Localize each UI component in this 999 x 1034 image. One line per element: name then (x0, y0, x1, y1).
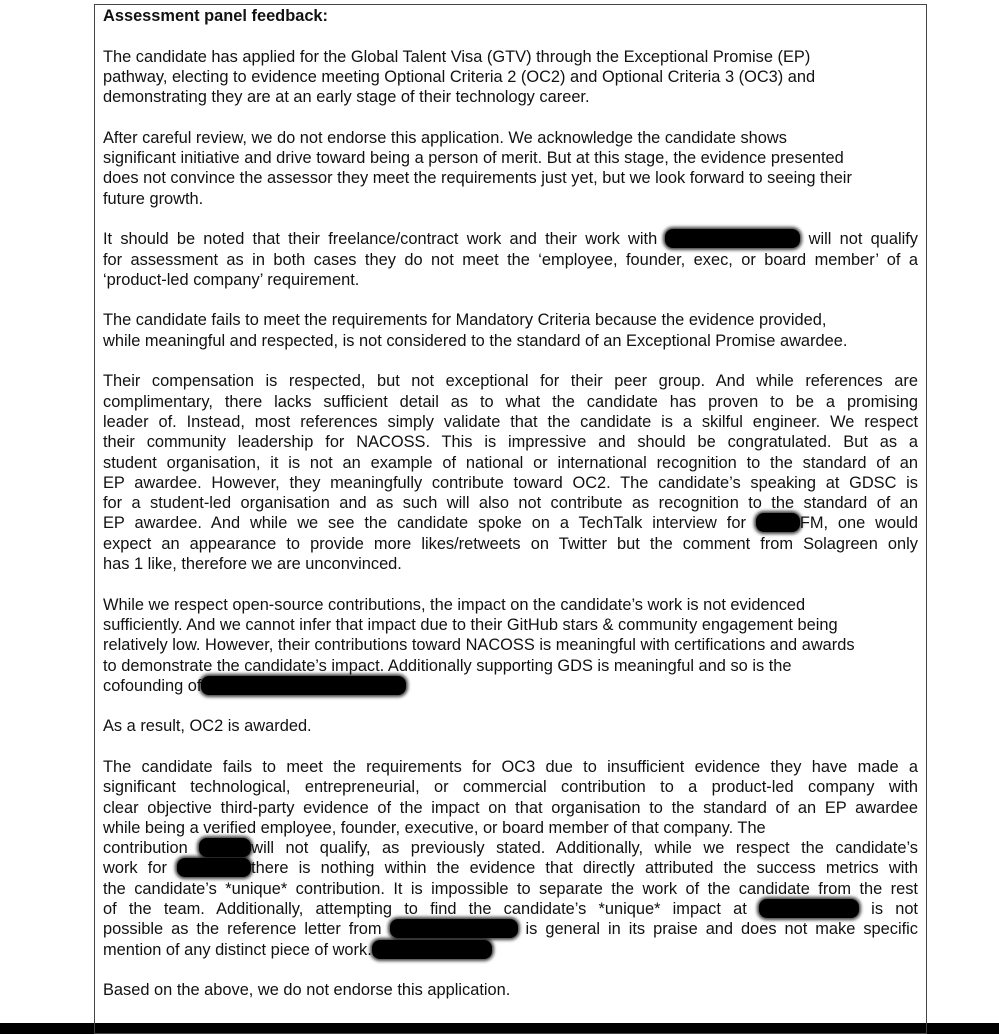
text-line (103, 432, 918, 452)
text-line (103, 940, 918, 960)
paragraph (103, 47, 918, 108)
redaction-mark (390, 919, 518, 938)
line-text: will not qualify, as previously stated. Additionally, while we respect the candidate’s (251, 839, 919, 858)
line-text: to demonstrate the candidate’s impact. Additionally supporting GDS is meaningful and so is the (103, 656, 792, 675)
text-line (103, 331, 918, 351)
line-text: It should be noted that their freelance/contract work and their work with (103, 230, 666, 249)
text-line (103, 412, 918, 432)
line-text: mention of any distinct piece of work. (103, 940, 372, 959)
text-line (103, 250, 918, 270)
line-text: contribution (103, 839, 200, 858)
paragraph (103, 757, 918, 960)
redaction-mark (177, 858, 251, 877)
text-line (103, 371, 918, 391)
text-line (103, 513, 918, 533)
line-text: student organisation, it is not an example of national or international recognition to the standard of an (103, 453, 918, 472)
text-line (103, 838, 918, 858)
text-line (103, 777, 918, 797)
line-text: leader of. Instead, most references simply validate that the candidate is a skilful engineer. We respect (103, 412, 918, 431)
text-line (103, 554, 918, 574)
line-text: As a result, OC2 is awarded. (103, 717, 312, 736)
line-text: ‘product-led company’ requirement. (103, 270, 360, 289)
text-line (103, 67, 918, 87)
paragraph (103, 371, 918, 574)
paragraph (103, 229, 918, 290)
line-text: The candidate fails to meet the requirements for Mandatory Criteria because the evidence provided, (103, 311, 827, 330)
paragraph (103, 980, 918, 1000)
redaction-mark (665, 229, 800, 248)
text-line (103, 87, 918, 107)
redaction-mark (372, 940, 492, 959)
text-line (103, 168, 918, 188)
text-line (103, 635, 918, 655)
paragraph (103, 128, 918, 209)
text-line (103, 148, 918, 168)
text-line (103, 798, 918, 818)
line-text: the candidate’s *unique* contribution. It is impossible to separate the work of the candidate from the rest (103, 879, 918, 898)
line-text: possible as the reference letter from (103, 920, 390, 939)
feedback-body (103, 47, 918, 1001)
redaction-mark (199, 838, 251, 857)
line-text: demonstrating they are at an early stage of their technology career. (103, 88, 590, 107)
text-line (103, 899, 918, 919)
text-line (103, 493, 918, 513)
text-line (103, 473, 918, 493)
redaction-mark (756, 513, 800, 532)
paragraph (103, 595, 918, 696)
line-text: EP awardee. And while we see the candidate spoke on a TechTalk interview for (103, 514, 756, 533)
line-text: relatively low. However, their contributions toward NACOSS is meaningful with certifications and awards (103, 636, 855, 655)
line-text: expect an appearance to provide more likes/retweets on Twitter but the comment from Solagreen only (103, 534, 918, 553)
line-text: future growth. (103, 189, 204, 208)
line-text: Based on the above, we do not endorse this application. (103, 981, 511, 1000)
text-line (103, 128, 918, 148)
line-text: complimentary, there lacks sufficient detail as to what the candidate has proven to be a promising (103, 392, 918, 411)
text-line (103, 534, 918, 554)
line-text: while being a verified employee, founder, executive, or board member of that company. The (103, 818, 766, 837)
line-text: After careful review, we do not endorse this application. We acknowledge the candidate shows (103, 128, 787, 147)
redaction-mark (759, 899, 859, 918)
line-text: pathway, electing to evidence meeting Optional Criteria 2 (OC2) and Optional Criteria 3 (OC3) and (103, 67, 816, 86)
text-line (103, 818, 918, 838)
line-text: while meaningful and respected, is not considered to the standard of an Exceptional Promise awardee. (103, 331, 848, 350)
feedback-document (103, 6, 918, 1021)
redaction-mark (201, 676, 406, 695)
document-heading: Assessment panel feedback: (103, 7, 329, 25)
line-text: their community leadership for NACOSS. This is impressive and should be congratulated. But as a (103, 433, 918, 452)
line-text: FM, one would (799, 514, 919, 533)
line-text: does not convince the assessor they meet the requirements just yet, but we look forward to seeing their (103, 169, 852, 188)
text-line (103, 453, 918, 473)
paragraph (103, 310, 918, 351)
line-text: significant technological, entrepreneurial, or commercial contribution to a product-led company with (103, 778, 918, 797)
line-text: sufficiently. And we cannot infer that impact due to their GitHub stars & community engagement being (103, 615, 838, 634)
text-line (103, 615, 918, 635)
text-line (103, 716, 918, 736)
text-line (103, 919, 918, 939)
line-text: The candidate fails to meet the requirements for OC3 due to insufficient evidence they have made a (103, 757, 918, 776)
line-text: significant initiative and drive toward being a person of merit. But at this stage, the evidence presented (103, 149, 844, 168)
line-text: is general in its praise and does not make specific (517, 920, 918, 939)
line-text: EP awardee. However, they meaningfully contribute toward OC2. The candidate’s speaking at GDSC is (103, 473, 918, 492)
text-line (103, 656, 918, 676)
line-text: of the team. Additionally, attempting to find the candidate’s *unique* impact at (103, 900, 759, 919)
text-line (103, 595, 918, 615)
line-text: The candidate has applied for the Global Talent Visa (GTV) through the Exceptional Promise (EP) (103, 47, 811, 66)
line-text: Their compensation is respected, but not exceptional for their peer group. And while references are (103, 372, 918, 391)
line-text: there is nothing within the evidence that directly attributed the success metrics with (251, 859, 919, 878)
line-text: has 1 like, therefore we are unconvinced. (103, 555, 402, 574)
text-line (103, 310, 918, 330)
text-line (103, 270, 918, 290)
paragraph (103, 716, 918, 736)
text-line (103, 757, 918, 777)
line-text: clear objective third-party evidence of the impact on that organisation to the standard of an EP awardee (103, 798, 918, 817)
line-text: is not (858, 900, 918, 919)
text-line (103, 879, 918, 899)
text-line (103, 229, 918, 249)
line-text: While we respect open-source contributions, the impact on the candidate’s work is not evidenced (103, 595, 806, 614)
line-text: for assessment as in both cases they do not meet the ‘employee, founder, exec, or board member’ of a (103, 250, 918, 269)
line-text: will not qualify (800, 230, 918, 249)
text-line (103, 980, 918, 1000)
line-text: cofounding of (103, 676, 202, 695)
line-text: work for (103, 859, 178, 878)
text-line (103, 392, 918, 412)
text-line (103, 858, 918, 878)
text-line (103, 47, 918, 67)
text-line (103, 676, 918, 696)
text-line (103, 189, 918, 209)
line-text: for a student-led organisation and as such will also not contribute as recognition to the standard of an (103, 494, 918, 513)
